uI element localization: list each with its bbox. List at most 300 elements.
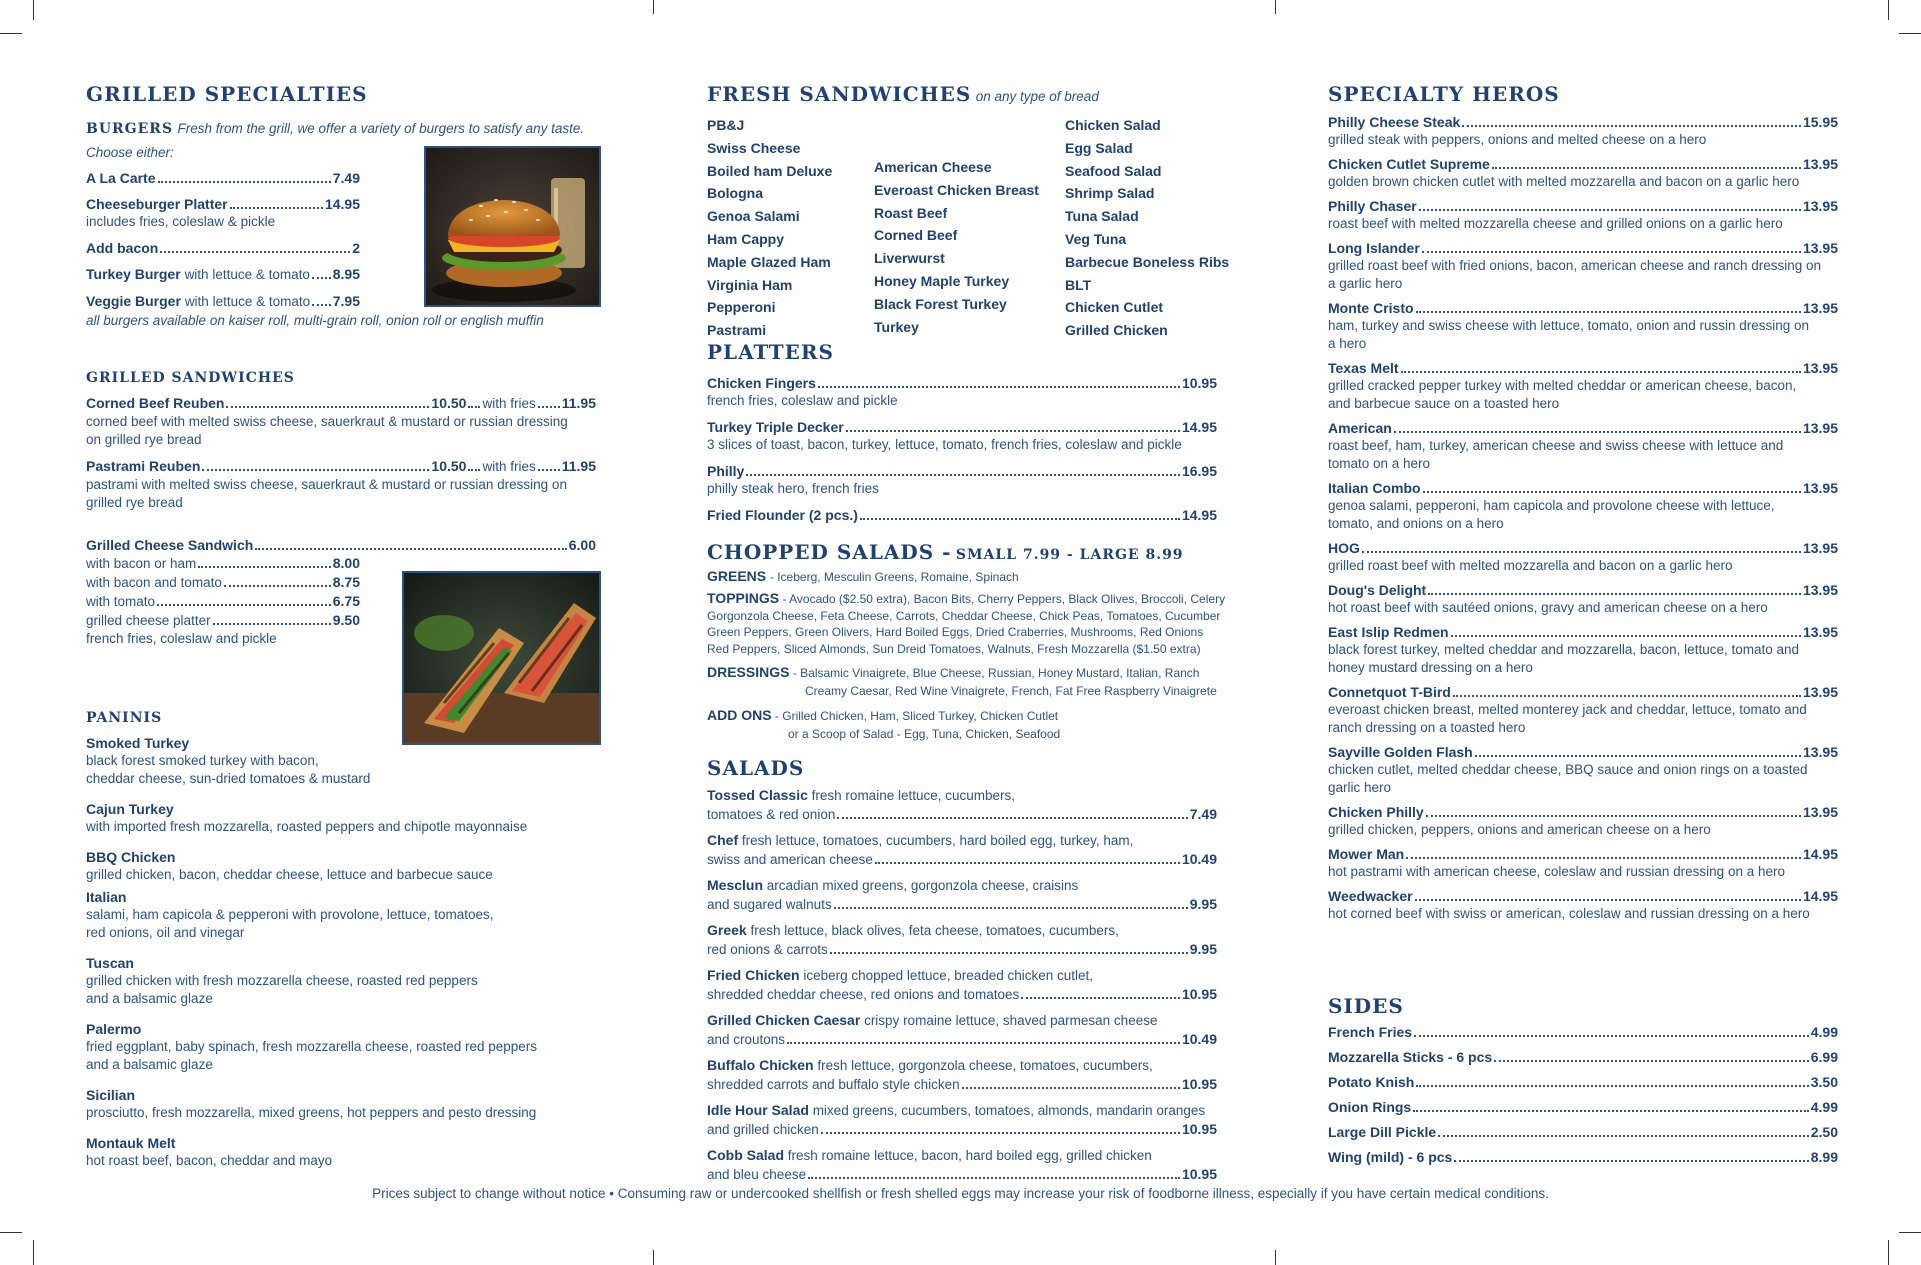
crop-mark (33, 1240, 34, 1265)
item-name: Turkey Burger (86, 266, 181, 282)
salad-desc: and grilled chicken (707, 1122, 819, 1137)
salad-name: Fried Chicken (707, 967, 800, 983)
menu-item (1328, 479, 1838, 497)
sandwich-item: Chicken Cutlet (1065, 299, 1164, 316)
salad-desc: fresh lettuce, gorgonzola cheese, tomatoes, cucumbers, (817, 1058, 1153, 1073)
item-price: 13.95 (1802, 300, 1838, 316)
hero-item (1328, 623, 1838, 677)
panini-name: Sicilian (86, 1087, 136, 1103)
menu-item (1328, 419, 1838, 437)
item-price: 13.95 (1802, 156, 1838, 172)
item-desc: chicken cutlet, melted cheddar cheese, BBQ sauce and onion rings on a toasted (1328, 762, 1808, 777)
item-desc: garlic hero (1328, 780, 1392, 795)
item-price: 14.95 (1181, 507, 1217, 523)
sandwich-item: Corned Beef (874, 227, 958, 244)
item-desc: hot roast beef with sautéed onions, gravy and american cheese on a hero (1328, 600, 1768, 615)
item-name: American (1328, 420, 1392, 436)
item-price: 13.95 (1802, 360, 1838, 376)
item-price: 7.95 (332, 293, 360, 309)
item-name: Italian Combo (1328, 480, 1421, 496)
panini-item (86, 734, 606, 788)
salad-price: 9.95 (1189, 896, 1217, 912)
hero-item (1328, 803, 1838, 839)
choose-either: Choose either: (86, 145, 174, 160)
burger-list (86, 169, 360, 311)
option-price: 8.75 (332, 574, 360, 590)
item-price: 13.95 (1802, 480, 1838, 496)
item-desc: hot corned beef with swiss or american, coleslaw and russian dressing on a hero (1328, 906, 1810, 921)
item-desc: honey mustard dressing on a hero (1328, 660, 1533, 675)
sandwich-item: Chicken Salad (1065, 117, 1161, 133)
item-name: Mower Man (1328, 846, 1405, 862)
salad-desc: arcadian mixed greens, gorgonzola cheese, craisins (766, 878, 1079, 893)
item-price: 16.95 (1181, 463, 1217, 479)
dressings-line: - Balsamic Vinaigrete, Blue Cheese, Russian, Honey Mustard, Italian, Ranch (792, 666, 1200, 680)
crop-mark (1899, 1232, 1921, 1233)
paninis-title: PANINIS (86, 710, 163, 726)
item-price: 10.50 (431, 395, 467, 411)
footer-disclaimer: Prices subject to change without notice • Consuming raw or undercooked shellfish or fresh shelled eggs may increase your risk of foodborne illness, especially if you have certain medical conditions. (372, 1186, 1549, 1201)
salad-name: Greek (707, 922, 747, 938)
specialty-heros-title: SPECIALTY HEROS (1328, 82, 1560, 106)
hero-item (1328, 539, 1838, 575)
item-name: Long Islander (1328, 240, 1420, 256)
item-name: Cheeseburger Platter (86, 196, 228, 212)
panini-desc: and a balsamic glaze (86, 991, 213, 1006)
salad-desc: and sugared walnuts (707, 897, 832, 912)
menu-item (86, 265, 360, 284)
salad-desc: tomatoes & red onion (707, 807, 836, 822)
greens-label: GREENS (707, 568, 767, 584)
sandwich-item: Liverwurst (874, 250, 945, 267)
side-item (1328, 1023, 1838, 1041)
side-item (1328, 1048, 1838, 1066)
item-name: Fried Flounder (2 pcs.) (707, 507, 858, 523)
sandwich-item: BLT (1065, 276, 1092, 293)
item-name: HOG (1328, 540, 1360, 556)
item-desc: grilled roast beef with fried onions, bacon, american cheese and ranch dressing on (1328, 258, 1822, 273)
salad-desc: fresh romaine lettuce, cucumbers, (811, 788, 1016, 803)
option-name: grilled cheese platter (86, 613, 211, 628)
item-name: Doug's Delight (1328, 582, 1427, 598)
item-desc: grilled chicken, peppers, onions and american cheese on a hero (1328, 822, 1711, 837)
fries-label: with fries (482, 396, 536, 411)
hero-item (1328, 743, 1838, 797)
panini-item (86, 1134, 606, 1170)
panini-name: BBQ Chicken (86, 849, 176, 865)
burger-photo (424, 146, 601, 307)
option-price: 6.75 (332, 593, 360, 609)
menu-item (1328, 743, 1838, 761)
toppings-line: Green Peppers, Green Olivers, Hard Boiled Eggs, Dried Craberries, Mushrooms, Red Onions (707, 625, 1204, 639)
option-name: with tomato (86, 594, 156, 609)
hero-item (1328, 239, 1838, 293)
salads-list (707, 786, 1217, 1184)
option-name: with bacon or ham (86, 556, 197, 571)
sandwich-item: Grilled Chicken (1065, 322, 1168, 339)
grilled-cheese-options (86, 554, 360, 648)
menu-item (86, 394, 596, 413)
hero-item (1328, 581, 1838, 617)
panini-name: Italian (86, 889, 127, 905)
item-price: 13.95 (1802, 624, 1838, 640)
sandwich-item: Shrimp Salad (1065, 185, 1155, 202)
salad-name: Chef (707, 832, 739, 848)
salad-price: 9.95 (1189, 941, 1217, 957)
side-price: 3.50 (1810, 1074, 1838, 1090)
side-price: 4.99 (1810, 1024, 1838, 1040)
panini-desc: salami, ham capicola & pepperoni with provolone, lettuce, tomatoes, (86, 907, 494, 922)
menu-item (1328, 197, 1838, 215)
crop-mark (653, 0, 654, 14)
salad-desc: fresh lettuce, tomatoes, cucumbers, hard boiled egg, turkey, ham, (741, 833, 1134, 848)
option-name: with bacon and tomato (86, 575, 222, 590)
sandwich-item: Boiled ham Deluxe (707, 162, 833, 179)
side-name: Onion Rings (1328, 1099, 1412, 1115)
panini-desc: hot roast beef, bacon, cheddar and mayo (86, 1153, 333, 1168)
item-price: 7.49 (332, 170, 360, 186)
crop-mark (0, 33, 22, 34)
item-name: Texas Melt (1328, 360, 1399, 376)
item-desc: a hero (1328, 336, 1367, 351)
item-name: Philly Cheese Steak (1328, 114, 1461, 130)
menu-item (1328, 359, 1838, 377)
crop-mark (33, 0, 34, 20)
item-desc: genoa salami, pepperoni, ham capicola and provolone cheese with lettuce, (1328, 498, 1775, 513)
item-desc: 3 slices of toast, bacon, turkey, lettuce, tomato, french fries, coleslaw and pickle (707, 437, 1182, 452)
item-name: Sayville Golden Flash (1328, 744, 1473, 760)
reuben-list (86, 394, 596, 512)
option-price: 9.50 (332, 612, 360, 628)
sandwich-item: Everoast Chicken Breast (874, 181, 1039, 198)
item-desc: a garlic hero (1328, 276, 1403, 291)
panini-item (86, 1086, 606, 1122)
toppings-line: - Avocado ($2.50 extra), Bacon Bits, Cherry Peppers, Black Olives, Broccoli, Celery (782, 592, 1226, 606)
sandwich-item: Bologna (707, 185, 763, 202)
item-desc: grilled cracked pepper turkey with melted cheddar or american cheese, bacon, (1328, 378, 1797, 393)
item-desc: grilled roast beef with melted mozzarella and bacon on a garlic hero (1328, 558, 1733, 573)
hero-item (1328, 845, 1838, 881)
side-price: 6.99 (1810, 1049, 1838, 1065)
heros-list (1328, 113, 1838, 929)
item-desc: black forest turkey, melted cheddar and mozzarella, bacon, lettuce, tomato and (1328, 642, 1800, 657)
panini-desc: prosciutto, fresh mozzarella, mixed greens, hot peppers and pesto dressing (86, 1105, 537, 1120)
panini-desc: with imported fresh mozzarella, roasted peppers and chipotle mayonnaise (86, 819, 528, 834)
item-name: Add bacon (86, 240, 159, 256)
panini-desc: grilled chicken with fresh mozzarella cheese, roasted red peppers (86, 973, 478, 988)
salad-price: 10.95 (1181, 1166, 1217, 1182)
item-price: 2 (352, 240, 360, 256)
panini-list (86, 734, 606, 1170)
option-row (86, 611, 360, 630)
option-row (86, 554, 360, 573)
item-name: Chicken Philly (1328, 804, 1424, 820)
salad-desc: crispy romaine lettuce, shaved parmesan cheese (864, 1013, 1158, 1028)
panini-photo (402, 571, 601, 745)
item-desc: ham, turkey and swiss cheese with lettuce, tomato, onion and russin dressing on (1328, 318, 1810, 333)
side-name: Mozzarella Sticks - 6 pcs (1328, 1049, 1493, 1065)
menu-item (1328, 845, 1838, 863)
item-desc: philly steak hero, french fries (707, 481, 879, 496)
panini-desc: red onions, oil and vinegar (86, 925, 245, 940)
toppings-label: TOPPINGS (707, 590, 780, 606)
option-price: 8.00 (332, 555, 360, 571)
fries-price: 11.95 (561, 395, 596, 411)
item-price: 6.00 (568, 537, 596, 553)
option-row (86, 573, 360, 592)
item-desc: golden brown chicken cutlet with melted mozzarella and bacon on a garlic hero (1328, 174, 1800, 189)
hero-item (1328, 479, 1838, 533)
sandwich-item: Veg Tuna (1065, 230, 1127, 247)
item-desc: everoast chicken breast, melted monterey jack and cheddar, lettuce, tomato and (1328, 702, 1807, 717)
hero-item (1328, 197, 1838, 233)
item-desc: grilled steak with peppers, onions and melted cheese on a hero (1328, 132, 1707, 147)
platter-desc: french fries, coleslaw and pickle (86, 631, 277, 646)
item-desc: roast beef, ham, turkey, american cheese and swiss cheese with lettuce and (1328, 438, 1784, 453)
sandwich-item: Virginia Ham (707, 276, 793, 293)
panini-name: Montauk Melt (86, 1135, 176, 1151)
salad-price: 7.49 (1189, 806, 1217, 822)
fresh-sandwiches-heading (707, 82, 1099, 106)
hero-item (1328, 683, 1838, 737)
fresh-sandwich-col3 (1065, 114, 1229, 342)
side-item (1328, 1073, 1838, 1091)
salad-item (707, 786, 1217, 824)
menu-item (1328, 623, 1838, 641)
item-name: Corned Beef Reuben (86, 395, 225, 411)
item-desc: includes fries, coleslaw & pickle (86, 214, 276, 229)
item-name: Chicken Cutlet Supreme (1328, 156, 1490, 172)
item-price: 8.95 (332, 266, 360, 282)
chopped-salads-heading (707, 540, 1184, 564)
item-price: 10.50 (431, 458, 467, 474)
salad-name: Mesclun (707, 877, 764, 893)
chopped-salads-sizes: SMALL 7.99 - LARGE 8.99 (955, 547, 1184, 563)
item-price: 13.95 (1802, 540, 1838, 556)
crop-mark (0, 1232, 22, 1233)
salad-price: 10.49 (1181, 1031, 1217, 1047)
item-name: East Islip Redmen (1328, 624, 1449, 640)
sandwich-item: Honey Maple Turkey (874, 272, 1010, 289)
menu-item (1328, 113, 1838, 131)
item-desc: ranch dressing on a toasted hero (1328, 720, 1526, 735)
salad-item (707, 921, 1217, 959)
item-name: A La Carte (86, 170, 156, 186)
option-row (86, 592, 360, 611)
salad-item (707, 1011, 1217, 1049)
menu-item (86, 169, 360, 187)
menu-item (1328, 887, 1838, 905)
salad-desc: mixed greens, cucumbers, tomatoes, almonds, mandarin oranges (812, 1103, 1206, 1118)
burgers-tagline: Fresh from the grill, we offer a variety of burgers to satisfy any taste. (177, 121, 585, 136)
item-name: Philly Chaser (1328, 198, 1417, 214)
fresh-sandwiches-tagline: on any type of bread (975, 89, 1099, 104)
salad-desc: and croutons (707, 1032, 786, 1047)
grilled-specialties-title: GRILLED SPECIALTIES (86, 82, 368, 106)
panini-desc: fried eggplant, baby spinach, fresh mozzarella cheese, roasted red peppers (86, 1039, 538, 1054)
dressings-line: Creamy Caesar, Red Wine Vinaigrete, French, Fat Free Raspberry Vinaigrete (805, 684, 1217, 698)
menu-item (86, 239, 360, 257)
item-desc: roast beef with melted mozzarella cheese and grilled onions on a garlic hero (1328, 216, 1783, 231)
toppings-line: Red Peppers, Sliced Almonds, Sun Dreid Tomatoes, Walnuts, Fresh Mozzarella ($1.50 extra) (707, 641, 1201, 656)
dressings-label: DRESSINGS (707, 664, 790, 680)
salad-name: Grilled Chicken Caesar (707, 1012, 861, 1028)
sandwich-item: Black Forest Turkey (874, 295, 1007, 312)
sandwich-item: American Cheese (874, 159, 992, 175)
item-name: Weedwacker (1328, 888, 1413, 904)
item-price: 14.95 (1802, 846, 1838, 862)
platters-list (707, 374, 1217, 524)
panini-name: Tuscan (86, 955, 134, 971)
fresh-sandwich-col2 (874, 156, 1039, 338)
salad-item (707, 1056, 1217, 1094)
fries-price: 11.95 (561, 458, 596, 474)
salad-desc: fresh lettuce, black olives, feta cheese, tomatoes, cucumbers, (750, 923, 1119, 938)
chopped-salads-details (707, 567, 1226, 743)
item-desc: and barbecue sauce on a toasted hero (1328, 396, 1560, 411)
side-item (1328, 1098, 1838, 1116)
crop-mark (653, 1250, 654, 1265)
item-desc: tomato, and onions on a hero (1328, 516, 1504, 531)
item-name: Monte Cristo (1328, 300, 1414, 316)
item-price: 13.95 (1802, 804, 1838, 820)
item-desc: pastrami with melted swiss cheese, sauerkraut & mustard or russian dressing on grilled rye bread (86, 477, 567, 510)
salad-item (707, 966, 1217, 1004)
item-desc: french fries, coleslaw and pickle (707, 393, 898, 408)
crop-mark (1888, 1240, 1889, 1265)
crop-mark (1899, 33, 1921, 34)
panini-item (86, 1020, 606, 1074)
sandwich-item: Pepperoni (707, 299, 776, 316)
menu-item (1328, 539, 1838, 557)
menu-item (86, 457, 596, 476)
menu-item (707, 462, 1217, 480)
sandwich-item: Turkey (874, 318, 919, 335)
addons-line: - Grilled Chicken, Ham, Sliced Turkey, Chicken Cutlet (774, 709, 1059, 723)
item-extra: with lettuce & tomato (184, 267, 310, 282)
panini-item (86, 888, 606, 942)
toppings-line: Gorgonzola Cheese, Feta Cheese, Carrots, Cheddar Cheese, Chick Peas, Tomatoes, Cucumber (707, 608, 1221, 623)
grilled-cheese (86, 536, 596, 554)
menu-item (1328, 803, 1838, 821)
item-price: 13.95 (1802, 240, 1838, 256)
side-item (1328, 1148, 1838, 1166)
hero-item (1328, 359, 1838, 413)
salad-price: 10.95 (1181, 1121, 1217, 1137)
menu-item (1328, 581, 1838, 599)
panini-item (86, 848, 606, 884)
side-name: Potato Knish (1328, 1074, 1415, 1090)
hero-item (1328, 113, 1838, 149)
sandwich-item: Swiss Cheese (707, 139, 801, 156)
hero-item (1328, 299, 1838, 353)
item-desc: hot pastrami with american cheese, coleslaw and russian dressing on a hero (1328, 864, 1785, 879)
item-price: 13.95 (1802, 420, 1838, 436)
side-name: Wing (mild) - 6 pcs (1328, 1149, 1453, 1165)
crop-mark (1275, 0, 1276, 14)
salad-desc: shredded carrots and buffalo style chicken (707, 1077, 960, 1092)
menu-item (1328, 299, 1838, 317)
side-price: 8.99 (1810, 1149, 1838, 1165)
salad-name: Tossed Classic (707, 787, 808, 803)
platters-title: PLATTERS (707, 340, 834, 364)
item-price: 14.95 (1802, 888, 1838, 904)
menu-item (86, 536, 596, 554)
item-name: Veggie Burger (86, 293, 181, 309)
fresh-sandwich-col1 (707, 114, 832, 342)
salad-price: 10.95 (1181, 986, 1217, 1002)
item-name: Turkey Triple Decker (707, 419, 844, 435)
item-price: 14.95 (1181, 419, 1217, 435)
item-name: Grilled Cheese Sandwich (86, 537, 254, 553)
menu-item (707, 506, 1217, 524)
panini-name: Cajun Turkey (86, 801, 174, 817)
side-name: French Fries (1328, 1024, 1413, 1040)
item-desc: corned beef with melted swiss cheese, sauerkraut & mustard or russian dressing on grilled rye bread (86, 414, 568, 447)
crop-mark (1888, 0, 1889, 20)
menu-item (707, 418, 1217, 436)
panini-desc: cheddar cheese, sun-dried tomatoes & mustard (86, 771, 371, 786)
item-price: 13.95 (1802, 582, 1838, 598)
menu-item (86, 292, 360, 311)
sides-list (1328, 1023, 1838, 1173)
menu-item (86, 195, 360, 213)
hero-item (1328, 419, 1838, 473)
sandwich-item: Seafood Salad (1065, 162, 1162, 179)
item-name: Connetquot T-Bird (1328, 684, 1451, 700)
salad-item (707, 831, 1217, 869)
salad-desc: swiss and american cheese (707, 852, 873, 867)
chopped-salads-title: CHOPPED SALADS - (707, 540, 952, 564)
burgers-label: BURGERS (86, 121, 174, 137)
salad-price: 10.95 (1181, 1076, 1217, 1092)
panini-name: Smoked Turkey (86, 735, 190, 751)
item-extra: with lettuce & tomato (184, 294, 311, 309)
crop-mark (1275, 1250, 1276, 1265)
sandwich-item: PB&J (707, 117, 745, 133)
hero-item (1328, 155, 1838, 191)
salad-name: Idle Hour Salad (707, 1102, 809, 1118)
addons-label: ADD ONS (707, 707, 772, 723)
side-name: Large Dill Pickle (1328, 1124, 1437, 1140)
salad-desc: shredded cheddar cheese, red onions and tomatoes (707, 987, 1020, 1002)
menu-item (1328, 683, 1838, 701)
side-item (1328, 1123, 1838, 1141)
salad-desc: red onions & carrots (707, 942, 828, 957)
item-price: 13.95 (1802, 684, 1838, 700)
burgers-note: all burgers available on kaiser roll, multi-grain roll, onion roll or english muffin (86, 313, 544, 328)
salad-name: Buffalo Chicken (707, 1057, 814, 1073)
sandwich-item: Maple Glazed Ham (707, 253, 831, 270)
sandwich-item: Barbecue Boneless Ribs (1065, 253, 1230, 270)
panini-desc: black forest smoked turkey with bacon, (86, 753, 319, 768)
salad-item (707, 1146, 1217, 1184)
sandwich-item: Egg Salad (1065, 139, 1133, 156)
panini-desc: and a balsamic glaze (86, 1057, 213, 1072)
item-price: 15.95 (1802, 114, 1838, 130)
salad-desc: iceberg chopped lettuce, breaded chicken cutlet, (803, 968, 1094, 983)
fresh-sandwiches-title: FRESH SANDWICHES (707, 82, 972, 106)
item-name: Philly (707, 463, 745, 479)
salads-title: SALADS (707, 756, 805, 780)
item-name: Pastrami Reuben (86, 458, 201, 474)
fries-label: with fries (482, 459, 536, 474)
salad-item (707, 1101, 1217, 1139)
menu-item (707, 374, 1217, 392)
item-price: 13.95 (1802, 198, 1838, 214)
hero-item (1328, 887, 1838, 923)
greens-list: - Iceberg, Mesculin Greens, Romaine, Spinach (769, 570, 1019, 584)
